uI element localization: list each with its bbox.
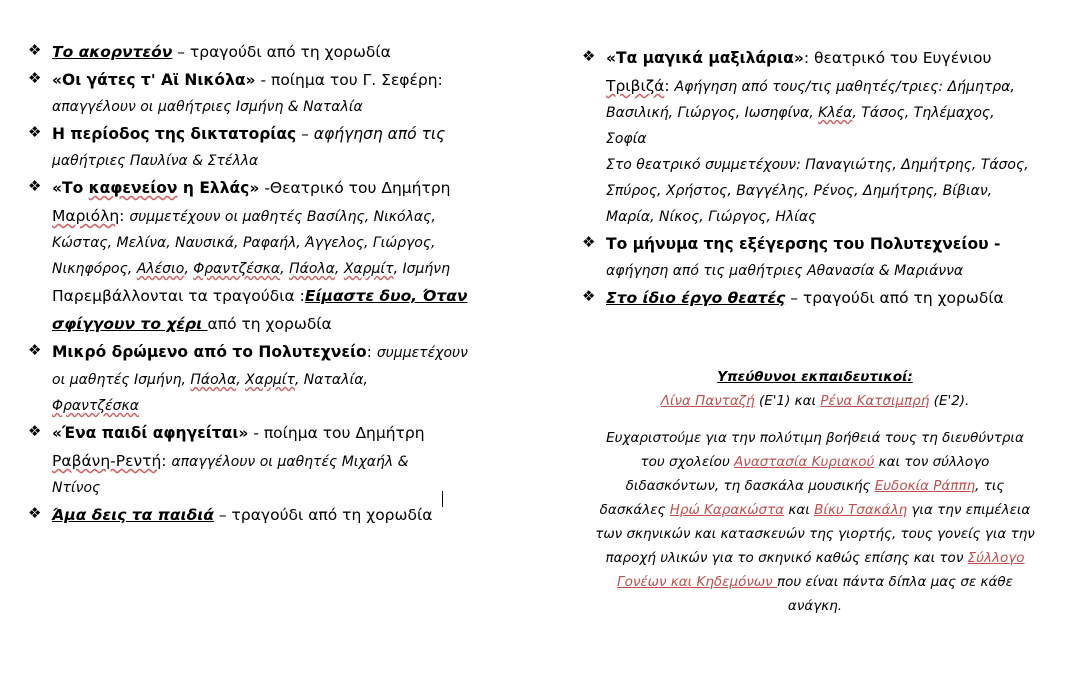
program-item-diktatoria: ❖ Η περίοδος της δικτατορίας – αφήγηση από τις μαθήτριες Παυλίνα & Στέλλα [28, 123, 446, 169]
diamond-bullet-icon: ❖ [28, 422, 42, 440]
diamond-bullet-icon: ❖ [28, 341, 42, 359]
item-title: Άμα δεις τα παιδιά [52, 506, 214, 524]
diamond-bullet-icon: ❖ [28, 504, 42, 522]
diamond-bullet-icon: ❖ [582, 287, 596, 305]
responsible-heading: Υπεύθυνοι εκπαιδευτικοί: [717, 369, 913, 385]
diamond-bullet-icon: ❖ [28, 123, 42, 141]
item-title: Στο ίδιο έργο θεατές [606, 289, 786, 307]
item-title: Η περίοδος της δικτατορίας [52, 125, 297, 143]
program-item-idio-ergo: ❖ Στο ίδιο έργο θεατές – τραγούδι από τη χορωδία [582, 287, 1004, 307]
program-item-paidi: ❖ «Ένα παιδί αφηγείται» - ποίημα του Δημήτρη Ραβάνη-Ρεντή: απαγγέλουν οι μαθητές Μιχαήλ & Ντίνος [28, 422, 425, 496]
program-left-column [28, 38, 498, 529]
program-item-maxilaria: ❖ «Τα μαγικά μαξιλάρια»: θεατρικό του Ευγένιου Τριβιζά: Αφήγηση από τους/τις μαθητές/τριες: Δήμητρα, Βασιλική, Γιώργος, Ιωσηφίνα, Κλέα, Τάσος, Τηλέμαχος, Σοφία Στο θεατρικό συμμετέχουν: Παναγιώτης, Δημήτρης, Τάσος, Σπύρος, Χρήστος, Βαγγέλης, Ρένος, Δημήτρης, Βίβιαν, Μαρία, Νίκος, Γιώργος, Ηλίας [582, 47, 1029, 225]
diamond-bullet-icon: ❖ [28, 69, 42, 87]
program-item-minyma: ❖ Το μήνυμα της εξέγερσης του Πολυτεχνείου - αφήγηση από τις μαθήτριες Αθανασία & Μαριάννα [582, 233, 1001, 279]
program-item-kafeneion: ❖ «Το καφενείον η Ελλάς» -Θεατρικό του Δημήτρη Μαριόλη: συμμετέχουν οι μαθητές Βασίλης, Νικόλας, Κώστας, Μελίνα, Ναυσικά, Ραφαήλ, Άγγελος, Γιώργος, Νικηφόρος, Αλέσιο, Φραντζέσκα, Πάολα, Χαρμίτ, Ισμήνη Παρεμβάλλονται τα τραγούδια :Είμαστε δυο, Όταν σφίγγουν το χέρι από τη χορωδία [28, 177, 468, 333]
item-title: «Οι γάτες τ' Αϊ Νικόλα» [52, 71, 256, 89]
item-title: Μικρό δρώμενο από το Πολυτεχνείο [52, 343, 367, 361]
item-title: «Τα μαγικά μαξιλάρια» [606, 49, 804, 67]
program-item-gates: ❖ «Οι γάτες τ' Αϊ Νικόλα» - ποίημα του Γ. Σεφέρη: απαγγέλουν οι μαθήτριες Ισμήνη & Ναταλία [28, 69, 443, 115]
item-title: «Το καφενείον η Ελλάς» [52, 179, 260, 197]
program-right-column [582, 44, 1057, 312]
program-item-ama-deis: ❖ Άμα δεις τα παιδιά – τραγούδι από τη χορωδία [28, 504, 433, 524]
diamond-bullet-icon: ❖ [582, 47, 596, 65]
item-title: «Ένα παιδί αφηγείται» [52, 424, 249, 442]
diamond-bullet-icon: ❖ [28, 177, 42, 195]
program-item-akordeon: ❖ Το ακορντεόν – τραγούδι από τη χορωδία [28, 41, 391, 61]
item-title: Το μήνυμα της εξέγερσης του Πολυτεχνείου [606, 235, 989, 253]
thanks-paragraph: Ευχαριστούμε για την πολύτιμη βοήθειά τους τη διευθύντρια του σχολείου Αναστασία Κυριακού και τον σύλλογο διδασκόντων, τη δασκάλα μουσικής Ευδοκία Ράππη, τις δασκάλες Ηρώ Καρακώστα και Βίκυ Τσακάλη για την επιμέλεια των σκηνικών και κατασκευών της γιορτής, τους γονείς για την παροχή υλικών για το σκηνικό καθώς επίσης και τον Σύλλογο Γονέων και Κηδεμόνων που είναι πάντα δίπλα μας σε κάθε ανάγκη. [595, 430, 1035, 614]
responsible-teachers: Υπεύθυνοι εκπαιδευτικοί: Λίνα Πανταζή (Ε'1) και Ρένα Κατσιμπρή (Ε'2). [590, 365, 1040, 413]
program-item-drwmeno: ❖ Μικρό δρώμενο από το Πολυτεχνείο: συμμετέχουν οι μαθητές Ισμήνη, Πάολα, Χαρμίτ, Ναταλία, Φραντζέσκα [28, 341, 468, 414]
diamond-bullet-icon: ❖ [28, 41, 42, 59]
diamond-bullet-icon: ❖ [582, 233, 596, 251]
item-title: Το ακορντεόν [52, 43, 173, 61]
text-cursor [442, 491, 443, 507]
